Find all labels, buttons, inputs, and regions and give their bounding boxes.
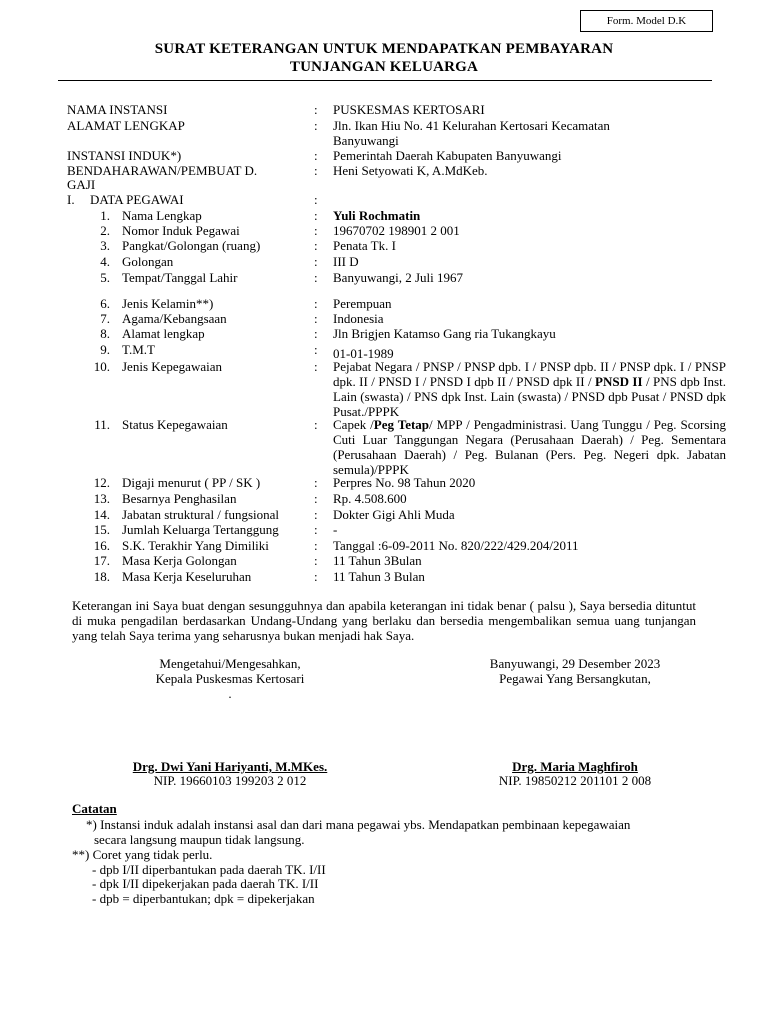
item-value: Yuli Rochmatin (333, 208, 421, 223)
item-value: Dokter Gigi Ahli Muda (333, 507, 455, 522)
notes-title: Catatan (72, 801, 117, 816)
item-label: Masa Kerja Golongan (122, 553, 237, 568)
field-colon: : (314, 475, 318, 490)
item-label: Jenis Kepegawaian (122, 359, 222, 374)
field-colon: : (314, 270, 318, 285)
item-label: Nomor Induk Pegawai (122, 223, 240, 238)
value-text: Capek / (333, 417, 374, 432)
field-colon: : (314, 491, 318, 506)
value-text: Pejabat Negara / PNSP / PNSP dpb. I / PNSP dpb. II / PNSP dpk. I / PNSP dpk. II / PNSD I / PNSD I dpb II / PNSD dpk II / (333, 359, 726, 389)
field-colon: : (314, 223, 318, 238)
item-number: 6. (100, 296, 110, 311)
field-value: Jln. Ikan Hiu No. 41 Kelurahan Kertosari Kecamatan (333, 118, 610, 133)
right-signatory-name: Drg. Maria Maghfiroh (512, 759, 638, 774)
item-number: 18. (93, 569, 110, 584)
value-text: / MPP / Pengadministrasi. Uang Tunggu / Peg. Scorsing Cuti Luar Tanggungan Negara (Perusahaan Daerah) / Peg. Sementara (Perusahaan Daerah) / Peg. Bulanan (Pers. Peg. Negeri dpk. Jabatan semula)/PPPK (333, 417, 726, 477)
field-value-cont: Banyuwangi (333, 133, 399, 148)
item-number: 13. (93, 491, 110, 506)
item-number: 12. (93, 475, 110, 490)
item-label: Alamat lengkap (122, 326, 205, 341)
item-number: 5. (100, 270, 110, 285)
field-colon: : (314, 192, 318, 207)
item-label: T.M.T (122, 342, 155, 357)
field-colon: : (314, 359, 318, 374)
note-line: secara langsung maupun tidak langsung. (94, 832, 305, 847)
field-label: ALAMAT LENGKAP (67, 118, 185, 133)
item-number: 11. (94, 417, 110, 432)
item-value: 01-01-1989 (333, 346, 394, 361)
section-number: I. (67, 192, 75, 207)
item-label: S.K. Terakhir Yang Dimiliki (122, 538, 269, 553)
field-value: Heni Setyowati K, A.MdKeb. (333, 163, 488, 178)
item-value: Banyuwangi, 2 Juli 1967 (333, 270, 463, 285)
item-label: Pangkat/Golongan (ruang) (122, 238, 261, 253)
item-number: 14. (93, 507, 110, 522)
item-value: Tanggal :6-09-2011 No. 820/222/429.204/2011 (333, 538, 579, 553)
field-label: INSTANSI INDUK*) (67, 148, 182, 163)
field-colon: : (314, 538, 318, 553)
field-colon: : (314, 569, 318, 584)
field-colon: : (314, 296, 318, 311)
left-sign-line1: Mengetahui/Mengesahkan, (159, 656, 301, 671)
item-label: Agama/Kebangsaan (122, 311, 227, 326)
field-colon: : (314, 522, 318, 537)
title-divider (58, 80, 712, 81)
item-number: 4. (100, 254, 110, 269)
value-text: / PNS dpb Inst. Lain (swasta) / PNS dpk Inst. Lain (swasta) / PNSD dpb Pusat / PNSD dpk Pusat./PPPK (333, 374, 726, 419)
form-model-label: Form. Model D.K (580, 10, 713, 32)
item-value: 11 Tahun 3 Bulan (333, 569, 425, 584)
field-colon: : (314, 254, 318, 269)
field-colon: : (314, 342, 318, 357)
item-number: 2. (100, 223, 110, 238)
item-number: 15. (93, 522, 110, 537)
field-colon: : (314, 417, 318, 432)
item-number: 9. (100, 342, 110, 357)
section-title: DATA PEGAWAI (90, 192, 184, 207)
field-value: Pemerintah Daerah Kabupaten Banyuwangi (333, 148, 562, 163)
document-title-line1: SURAT KETERANGAN UNTUK MENDAPATKAN PEMBAYARAN (154, 41, 614, 57)
field-colon: : (314, 163, 318, 178)
field-colon: : (314, 148, 318, 163)
item-label: Jabatan struktural / fungsional (122, 507, 280, 522)
note-line: - dpb I/II diperbantukan pada daerah TK. I/II (92, 862, 326, 877)
field-colon: : (314, 311, 318, 326)
item-value: Penata Tk. I (333, 238, 396, 253)
left-sign-dot: . (228, 686, 232, 701)
item-number: 16. (93, 538, 110, 553)
item-label: Golongan (122, 254, 174, 269)
left-sign-line2: Kepala Puskesmas Kertosari (155, 671, 305, 686)
field-colon: : (314, 326, 318, 341)
note-line: - dpb = diperbantukan; dpk = dipekerjakan (92, 891, 315, 906)
item-label: Jumlah Keluarga Tertanggung (122, 522, 279, 537)
item-label: Status Kepegawaian (122, 417, 228, 432)
field-colon: : (314, 507, 318, 522)
item-number: 7. (100, 311, 110, 326)
item-value: Indonesia (333, 311, 384, 326)
note-line: - dpk I/II dipekerjakan pada daerah TK. I/II (92, 876, 319, 891)
item-number: 1. (100, 208, 110, 223)
item-status-kepegawaian-value (333, 417, 726, 477)
item-label: Tempat/Tanggal Lahir (122, 270, 238, 285)
right-signatory-nip: NIP. 19850212 201101 2 008 (498, 773, 652, 788)
value-selected: Peg Tetap (373, 417, 430, 432)
item-label: Besarnya Penghasilan (122, 491, 237, 506)
field-label-cont: GAJI (67, 177, 96, 192)
note-line: **) Coret yang tidak perlu. (72, 847, 213, 862)
statement-paragraph: Keterangan ini Saya buat dengan sesungguhnya dan apabila keterangan ini tidak benar ( palsu ), Saya bersedia dituntut di muka pengadilan berdasarkan Undang-Undang yang berlaku dan bersedia mengembalikan semua uang tunjangan yang telah Saya terima yang seharusnya bukan menjadi hak Saya. (72, 598, 696, 643)
item-number: 8. (100, 326, 110, 341)
item-label: Masa Kerja Keseluruhan (122, 569, 252, 584)
item-value: - (333, 522, 338, 537)
left-signatory-name: Drg. Dwi Yani Hariyanti, M.MKes. (132, 759, 328, 774)
item-number: 17. (93, 553, 110, 568)
field-label: BENDAHARAWAN/PEMBUAT D. (67, 163, 258, 178)
item-value: III D (333, 254, 359, 269)
field-value: PUSKESMAS KERTOSARI (333, 102, 485, 117)
right-sign-line2: Pegawai Yang Bersangkutan, (499, 671, 651, 686)
field-colon: : (314, 102, 318, 117)
item-value: Jln Brigjen Katamso Gang ria Tukangkayu (333, 326, 556, 341)
item-number: 10. (93, 359, 110, 374)
item-value: 19670702 198901 2 001 (333, 223, 460, 238)
note-line: *) Instansi induk adalah instansi asal dan dari mana pegawai ybs. Mendapatkan pembinaan kepegawaian (86, 817, 631, 832)
right-sign-line1: Banyuwangi, 29 Desember 2023 (489, 656, 661, 671)
item-label: Jenis Kelamin**) (122, 296, 214, 311)
value-selected: PNSD II (595, 374, 643, 389)
field-colon: : (314, 208, 318, 223)
item-label: Nama Lengkap (122, 208, 202, 223)
field-colon: : (314, 553, 318, 568)
field-label: NAMA INSTANSI (67, 102, 168, 117)
document-title-line2: TUNJANGAN KELUARGA (289, 59, 479, 75)
left-signatory-nip: NIP. 19660103 199203 2 012 (153, 773, 307, 788)
item-value: Perpres No. 98 Tahun 2020 (333, 475, 476, 490)
item-jenis-kepegawaian-value (333, 359, 726, 419)
item-label: Digaji menurut ( PP / SK ) (122, 475, 261, 490)
item-value: Rp. 4.508.600 (333, 491, 407, 506)
item-value: Perempuan (333, 296, 392, 311)
item-number: 3. (100, 238, 110, 253)
item-value: 11 Tahun 3Bulan (333, 553, 422, 568)
field-colon: : (314, 238, 318, 253)
field-colon: : (314, 118, 318, 133)
